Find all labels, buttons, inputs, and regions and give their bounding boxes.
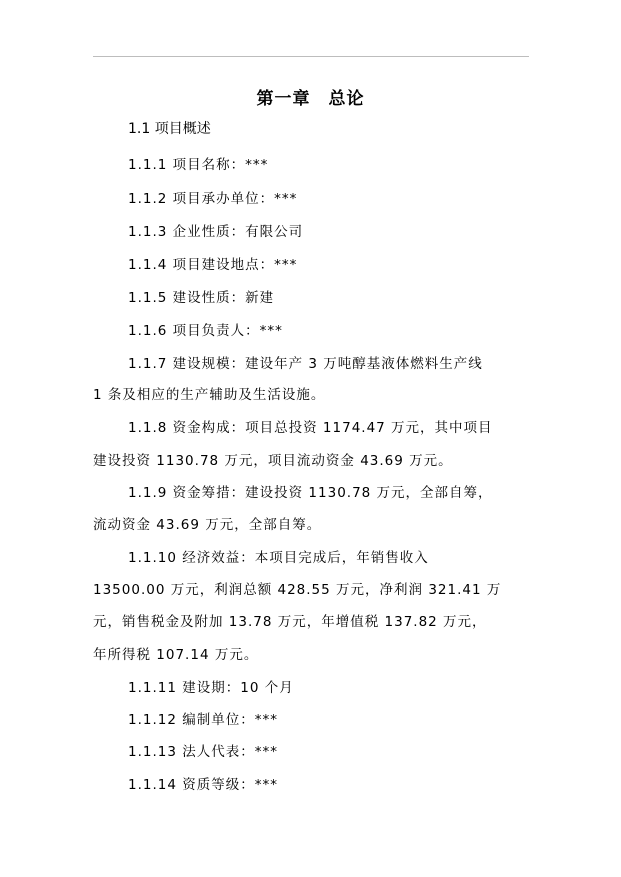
chapter-title: 第一章 总论 — [256, 89, 365, 109]
item-scale-line2: 1 条及相应的生产辅助及生活设施。 — [93, 387, 326, 403]
item-benefit-line3: 元，销售税金及附加 13.78 万元，年增值税 137.82 万元， — [93, 614, 487, 630]
item-qualification-level: 1.1.14 资质等级：*** — [128, 777, 278, 793]
item-financing-line1: 1.1.9 资金筹措：建设投资 1130.78 万元，全部自筹， — [128, 485, 493, 501]
item-project-leader: 1.1.6 项目负责人：*** — [128, 323, 283, 339]
item-benefit-line4: 年所得税 107.14 万元。 — [93, 647, 259, 663]
item-project-name: 1.1.1 项目名称：*** — [128, 157, 269, 173]
item-construction-nature: 1.1.5 建设性质：新建 — [128, 290, 275, 306]
item-compiling-unit: 1.1.12 编制单位：*** — [128, 712, 278, 728]
section-heading: 1.1 项目概述 — [128, 121, 211, 137]
item-funding-line2: 建设投资 1130.78 万元，项目流动资金 43.69 万元。 — [93, 453, 453, 469]
item-legal-representative: 1.1.13 法人代表：*** — [128, 744, 278, 760]
item-undertaking-unit: 1.1.2 项目承办单位：*** — [128, 191, 298, 207]
item-scale-line1: 1.1.7 建设规模：建设年产 3 万吨醇基液体燃料生产线 — [128, 356, 483, 372]
item-benefit-line2: 13500.00 万元，利润总额 428.55 万元，净利润 321.41 万 — [93, 582, 502, 598]
item-construction-period: 1.1.11 建设期：10 个月 — [128, 680, 294, 696]
item-construction-site: 1.1.4 项目建设地点：*** — [128, 257, 298, 273]
item-benefit-line1: 1.1.10 经济效益：本项目完成后，年销售收入 — [128, 550, 429, 566]
item-enterprise-nature: 1.1.3 企业性质：有限公司 — [128, 224, 304, 240]
header-rule — [93, 56, 529, 57]
item-financing-line2: 流动资金 43.69 万元，全部自筹。 — [93, 517, 322, 533]
item-funding-line1: 1.1.8 资金构成：项目总投资 1174.47 万元，其中项目 — [128, 420, 493, 436]
